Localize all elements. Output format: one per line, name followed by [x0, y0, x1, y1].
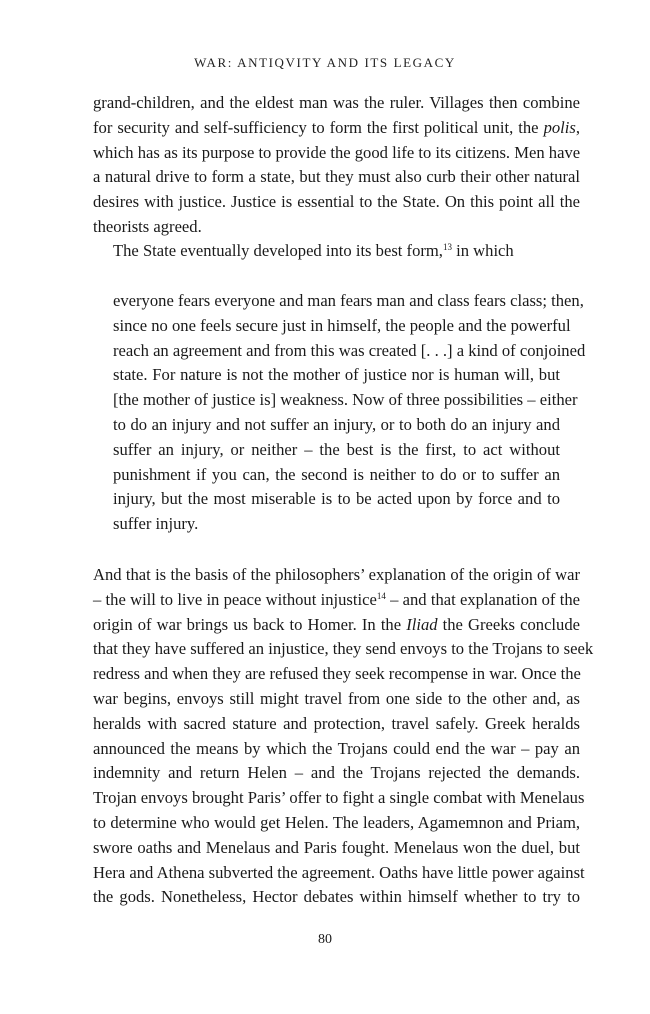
text-line: for security and self-sufficiency to form the first political unit, the polis, — [93, 117, 580, 137]
text-line: theorists agreed. — [93, 216, 202, 236]
italic-term: polis — [543, 117, 576, 137]
text-line: which has as its purpose to provide the good life to its citizens. Men have — [93, 142, 581, 162]
text-line: And that is the basis of the philosophers’ explanation of the origin of war — [93, 565, 580, 584]
paragraph-1 — [93, 91, 580, 240]
quote-line: reach an agreement and from this was created [. . .] a kind of conjoined — [113, 340, 586, 360]
text-line: the gods. Nonetheless, Hector debates within himself whether to try to — [93, 887, 580, 907]
block-quote — [113, 289, 586, 537]
text-line: swore oaths and Menelaus and Paris fought. Menelaus won the duel, but — [93, 837, 580, 857]
text-line: – the will to live in peace without injustice$^{14}$ – and that explanation of the — [93, 589, 580, 609]
quote-line: injury, but the most miserable is to be acted upon by force and to — [113, 489, 560, 509]
paragraph-2 — [93, 239, 580, 264]
page-number: 80 — [318, 932, 332, 947]
quote-line: state. For nature is not the mother of justice nor is human will, but — [113, 365, 560, 385]
text-line: origin of war brings us back to Homer. In the Iliad the Greeks conclude — [93, 614, 581, 634]
text-line: war begins, envoys still might travel from one side to the other and, as — [93, 688, 580, 708]
quote-line: since no one feels secure just in himself, the people and the powerful — [113, 315, 571, 335]
text-line: to determine who would get Helen. The leaders, Agamemnon and Priam, — [93, 812, 580, 832]
text-line: Hera and Athena subverted the agreement. Oaths have little power against — [93, 862, 585, 882]
quote-line: to do an injury and not suffer an injury, or to both do an injury and — [113, 414, 560, 434]
quote-line: suffer injury. — [113, 514, 199, 534]
text-line: heralds with sacred stature and protection, travel safely. Greek heralds — [93, 713, 580, 733]
text-line: The State eventually developed into its best form,$^{13}$ in which — [113, 241, 514, 260]
text-line: indemnity and return Helen – and the Trojans rejected the demands. — [93, 763, 580, 783]
text-line: that they have suffered an injustice, they send envoys to the Trojans to seek — [93, 639, 594, 659]
text-line: redress and when they are refused they seek recompense in war. Once the — [93, 664, 581, 684]
quote-line: punishment if you can, the second is neither to do or to suffer an — [113, 464, 560, 484]
footnote-marker[interactable]: 14 — [376, 590, 386, 601]
text-line: grand-children, and the eldest man was the ruler. Villages then combine — [93, 93, 580, 112]
quote-line: suffer an injury, or neither – the best is the first, to act without — [113, 439, 560, 459]
quote-line: [the mother of justice is] weakness. Now of three possibilities – either — [113, 390, 578, 410]
text-line: desires with justice. Justice is essential to the State. On this point all the — [93, 192, 580, 212]
footnote-marker[interactable]: 13 — [442, 242, 452, 252]
text-line: a natural drive to form a state, but they must also curb their other natural — [93, 167, 580, 187]
text-line: Trojan envoys brought Paris’ offer to fight a single combat with Menelaus — [93, 788, 585, 808]
quote-line: everyone fears everyone and man fears man and class fears class; then, — [113, 291, 584, 310]
running-head: WAR: ANTIQVITY AND ITS LEGACY — [194, 55, 456, 70]
text-line: announced the means by which the Trojans could end the war – pay an — [93, 738, 580, 758]
italic-title: Iliad — [406, 614, 438, 634]
paragraph-3 — [93, 563, 594, 910]
